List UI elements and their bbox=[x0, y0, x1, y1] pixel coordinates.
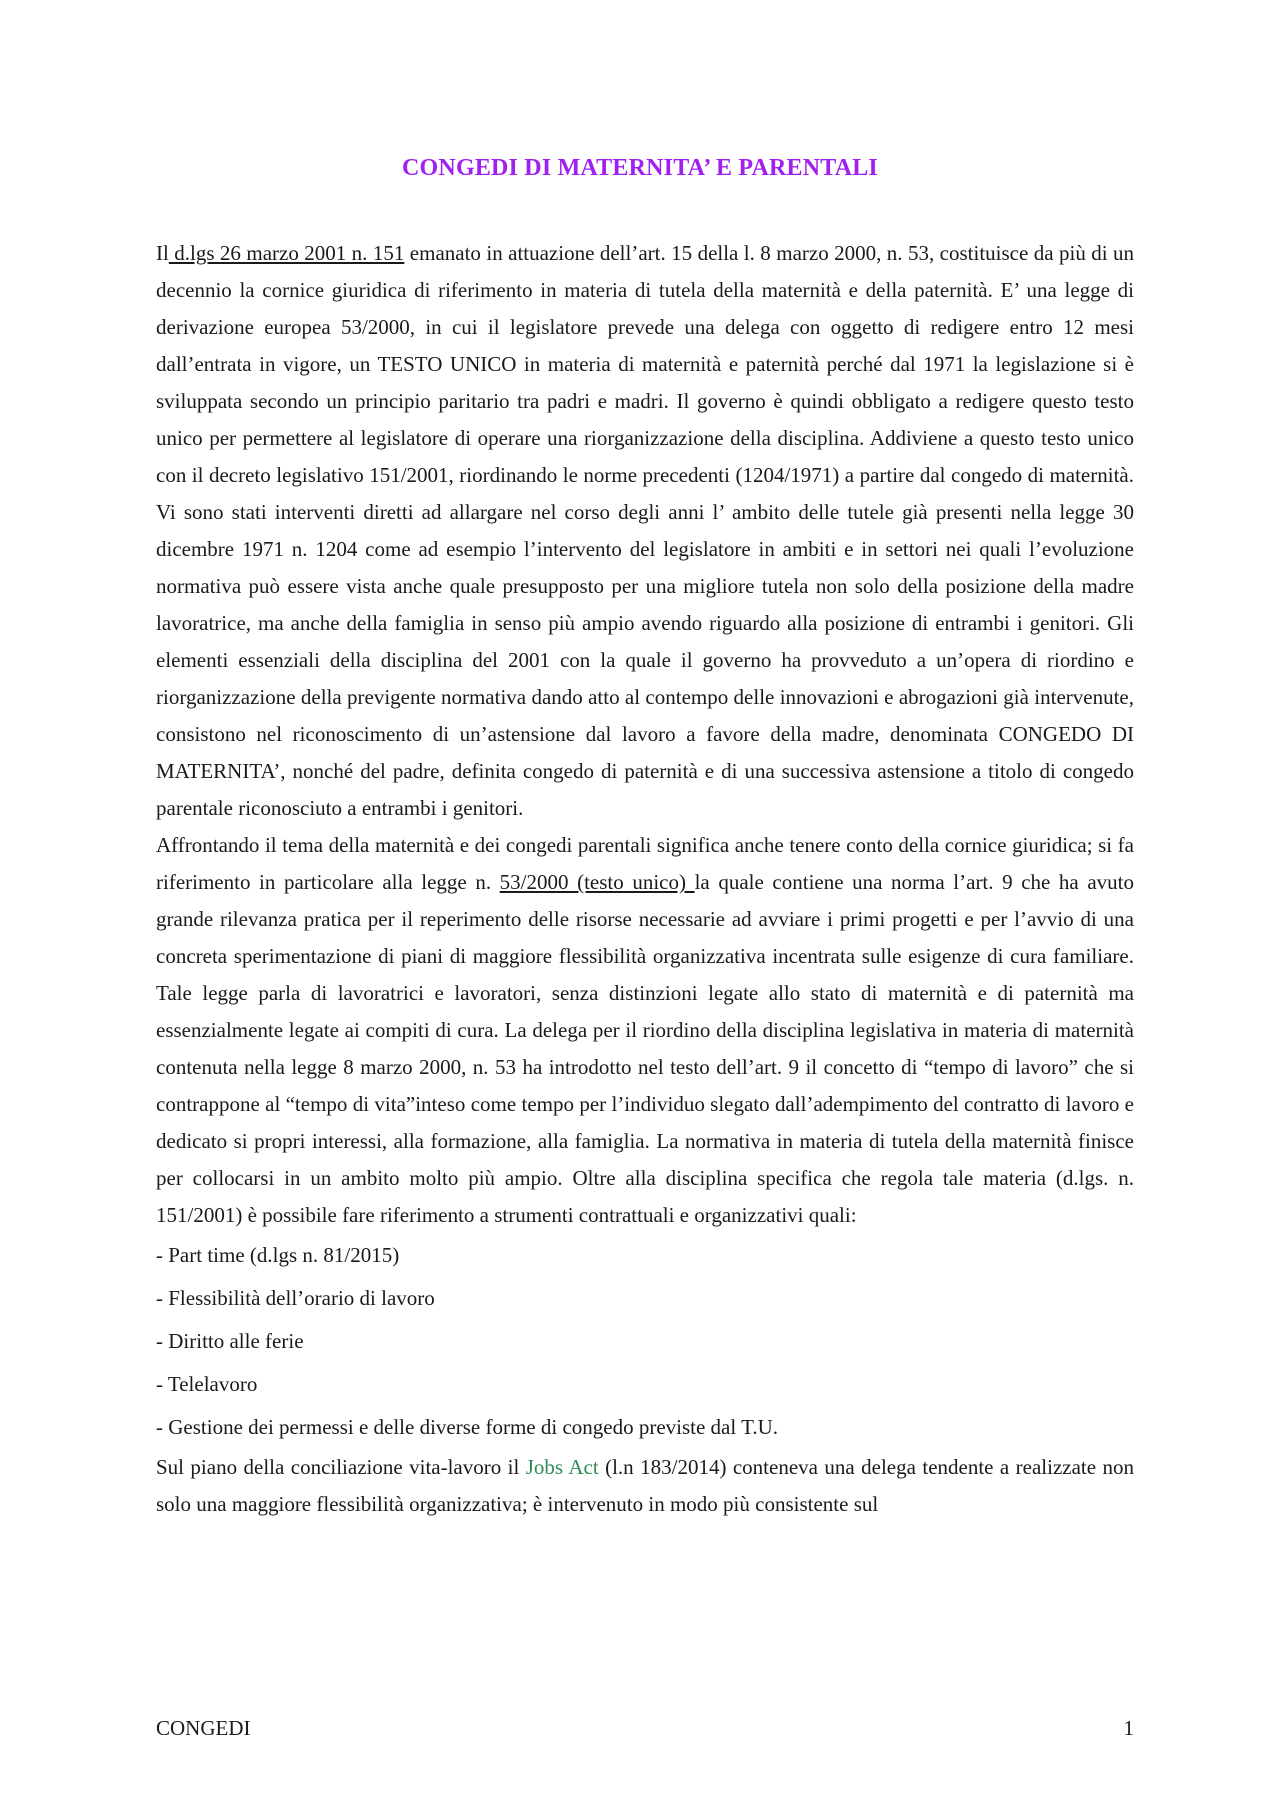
law-reference-dlgs-151: d.lgs 26 marzo 2001 n. 151 bbox=[168, 241, 405, 265]
list-item: - Diritto alle ferie bbox=[156, 1329, 304, 1353]
paragraph-2 bbox=[156, 827, 1134, 1234]
document-body bbox=[156, 235, 1134, 1523]
paragraph-1-lead: Il bbox=[156, 241, 169, 265]
paragraph-2-lead: Affrontando il tema della maternità e dei congedi parentali significa anche tenere conto della cornice giuridica; si fa riferimento in particolare alla legge n. bbox=[156, 833, 1134, 894]
list-item: - Part time (d.lgs n. 81/2015) bbox=[156, 1243, 400, 1267]
instruments-list bbox=[156, 1234, 1134, 1449]
paragraph-3-text: (l.n 183/2014) conteneva una delega tendente a realizzate non solo una maggiore flessibilità organizzativa; è intervenuto in modo più consistente sul bbox=[156, 1455, 1134, 1516]
jobs-act-link[interactable]: Jobs Act bbox=[525, 1455, 599, 1479]
footer-label: CONGEDI bbox=[156, 1716, 251, 1740]
list-item: - Telelavoro bbox=[156, 1372, 258, 1396]
list-item: - Flessibilità dell’orario di lavoro bbox=[156, 1286, 435, 1310]
paragraph-1-text: emanato in attuazione dell’art. 15 della l. 8 marzo 2000, n. 53, costituisce da più di un decennio la cornice giuridica di riferimento in materia di tutela della maternità e della paternità. E’ una legge di derivazione europea 53/2000, in cui il legislatore prevede una delega con oggetto di redigere entro 12 mesi dall’entrata in vigore, un TESTO UNICO in materia di maternità e paternità perché dal 1971 la legislazione si è sviluppata secondo un principio paritario tra padri e madri. Il governo è quindi obbligato a redigere questo testo unico per permettere al legislatore di operare una riorganizzazione della disciplina. Addiviene a questo testo unico con il decreto legislativo 151/2001, riordinando le norme precedenti (1204/1971) a partire dal congedo di maternità. Vi sono stati interventi diretti ad allargare nel corso degli anni l’ ambito delle tutele già presenti nella legge 30 dicembre 1971 n. 1204 come ad esempio l’intervento del legislatore in ambiti e in settori nei quali l’evoluzione normativa può essere vista anche quale presupposto per una migliore tutela non solo della posizione della madre lavoratrice, ma anche della famiglia in senso più ampio avendo riguardo alla posizione di entrambi i genitori. Gli elementi essenziali della disciplina del 2001 con la quale il governo ha provveduto a un’opera di riordino e riorganizzazione della previgente normativa dando atto al contempo delle innovazioni e abrogazioni già intervenute, consistono nel riconoscimento di un’astensione dal lavoro a favore della madre, denominata CONGEDO DI MATERNITA’, nonché del padre, definita congedo di paternità e di una successiva astensione a titolo di congedo parentale riconosciuto a entrambi i genitori. bbox=[156, 241, 1134, 820]
paragraph-3 bbox=[156, 1449, 1134, 1523]
paragraph-2-text: la quale contiene una norma l’art. 9 che ha avuto grande rilevanza pratica per il reperimento delle risorse necessarie ad avviare i primi progetti e per l’avvio di una concreta sperimentazione di piani di maggiore flessibilità organizzativa incentrata sulle esigenze di cura familiare. Tale legge parla di lavoratrici e lavoratori, senza distinzioni legate allo stato di maternità e di paternità ma essenzialmente legate ai compiti di cura. La delega per il riordino della disciplina legislativa in materia di maternità contenuta nella legge 8 marzo 2000, n. 53 ha introdotto nel testo dell’art. 9 il concetto di “tempo di lavoro” che si contrappone al “tempo di vita”inteso come tempo per l’individuo slegato dall’adempimento del contratto di lavoro e dedicato si propri interessi, alla formazione, alla famiglia. La normativa in materia di tutela della maternità finisce per collocarsi in un ambito molto più ampio. Oltre alla disciplina specifica che regola tale materia (d.lgs. n. 151/2001) è possibile fare riferimento a strumenti contrattuali e organizzativi quali: bbox=[156, 870, 1135, 1227]
paragraph-1 bbox=[156, 235, 1134, 827]
law-reference-53-2000: 53/2000 (testo unico) bbox=[499, 870, 695, 894]
document-title: CONGEDI DI MATERNITA’ E PARENTALI bbox=[402, 155, 878, 181]
list-item: - Gestione dei permessi e delle diverse forme di congedo previste dal T.U. bbox=[156, 1415, 779, 1439]
paragraph-3-lead: Sul piano della conciliazione vita-lavoro il bbox=[156, 1455, 526, 1479]
page-number: 1 bbox=[1123, 1716, 1134, 1740]
